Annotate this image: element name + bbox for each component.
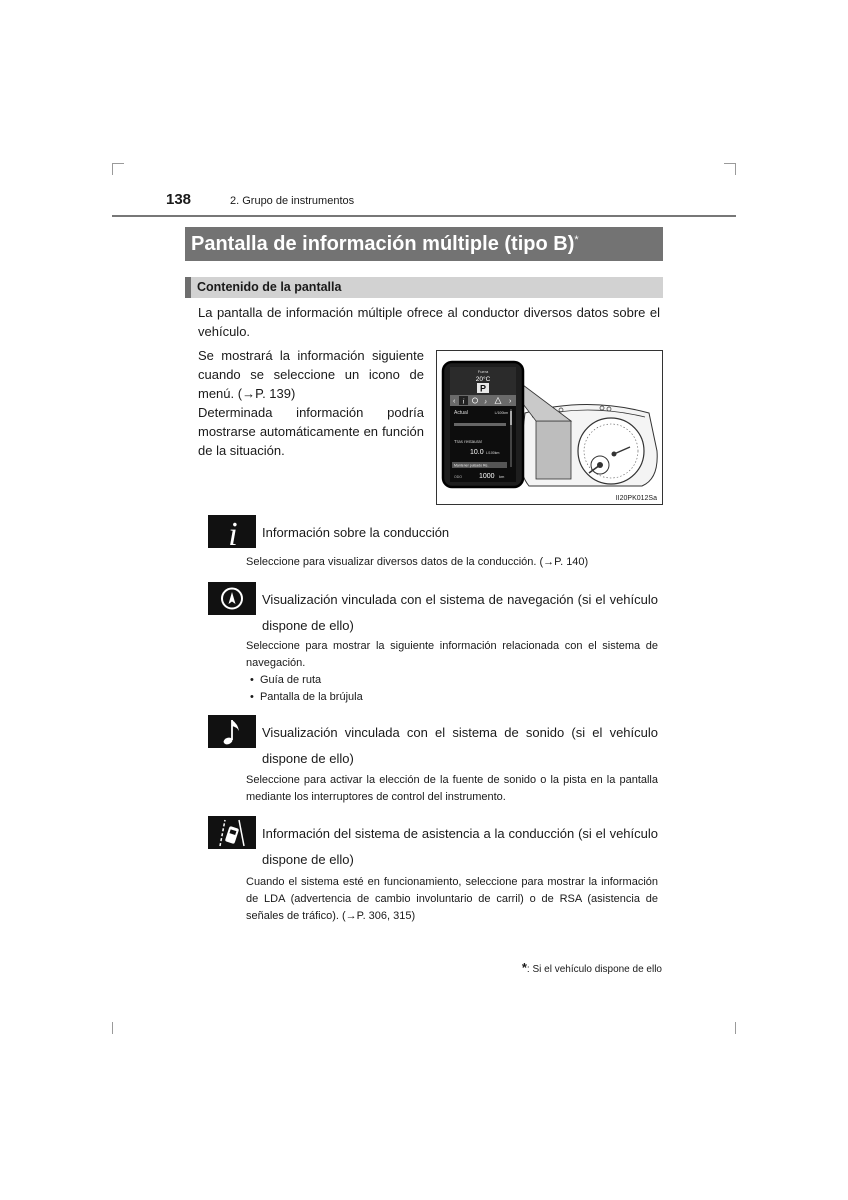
item-title: Información sobre la conducción	[262, 525, 450, 540]
screen-row1-unit: L/100km	[494, 411, 508, 415]
list-item: • Pantalla de la brújula	[250, 691, 363, 703]
crop-mark	[112, 163, 113, 175]
crop-mark	[735, 1022, 736, 1034]
item-description: Seleccione para activar la elección de la fuente de sonido o la pista en la pantalla mediante los interruptores de control del instrumento.	[246, 774, 658, 803]
list-item: • Guía de ruta	[250, 674, 322, 686]
intro-paragraph: La pantalla de información múltiple ofrece al conductor diversos datos sobre el vehículo.	[198, 305, 660, 339]
screen-audio-icon: ♪	[484, 398, 488, 406]
screen-button-label: Mantener pulsado Re.	[454, 463, 489, 468]
audio-note-icon	[208, 715, 256, 748]
footnote-text: : Si el vehículo dispone de ello	[526, 964, 662, 975]
screen-odo-value: 1000	[479, 473, 495, 480]
driving-assist-icon	[208, 816, 256, 849]
cluster-display	[536, 421, 571, 479]
item-title: Información del sistema de asistencia a la conducción (si el vehículo dispone de ello)	[262, 826, 658, 867]
svg-text:i: i	[462, 397, 465, 406]
screen-row2-unit: L/100km	[486, 451, 500, 455]
running-header: 2. Grupo de instrumentos	[230, 195, 355, 207]
speedometer-gauge	[578, 418, 644, 484]
screen-chevron-right-icon: ›	[509, 398, 512, 405]
navigation-icon	[208, 582, 256, 615]
item-description: Seleccione para visualizar diversos datos de la conducción. (→P. 140)	[246, 556, 589, 568]
screen-top-label: Fuera	[477, 369, 489, 374]
screen-row1-label: Actual	[454, 410, 468, 416]
crop-mark	[724, 163, 736, 164]
crop-mark	[112, 1022, 113, 1034]
screen-temperature: 20°C	[475, 376, 491, 383]
side-paragraph-line2: Determinada información podría mostrarse automáticamente en función de la situación.	[198, 405, 424, 458]
section-subtitle: Contenido de la pantalla	[185, 277, 663, 298]
screen-row2-value: 10.0	[470, 449, 484, 456]
screen-gear: P	[479, 383, 487, 394]
svg-text:i: i	[228, 516, 238, 548]
cluster-illustration	[437, 351, 662, 504]
item-description: Seleccione para mostrar la siguiente información relacionada con el sistema de navegación.	[246, 640, 658, 669]
screen-chevron-left-icon: ‹	[453, 398, 456, 405]
page-title-text: Pantalla de información múltiple (tipo B)	[191, 233, 575, 255]
screen-odo-label: ODO	[454, 475, 462, 479]
instrument-cluster-figure	[436, 350, 663, 505]
screen-odo-unit: km	[499, 474, 505, 479]
side-paragraph-line1: Se mostrará la información siguiente cuando se seleccione un icono de menú. (→P. 139)	[198, 348, 424, 401]
crop-mark	[112, 163, 124, 164]
item-description: Cuando el sistema esté en funcionamiento, seleccione para mostrar la información de LDA (advertencia de cambio involuntario de carril) o de RSA (asistencia de señales de tráfico). (→P. 306, 315)	[246, 876, 658, 922]
header-rule	[112, 215, 736, 217]
title-footnote-marker: *	[574, 234, 579, 246]
page-title	[185, 227, 663, 261]
figure-code: II20PK012Sa	[615, 495, 657, 502]
footnote	[522, 960, 662, 975]
crop-mark	[735, 163, 736, 175]
info-icon	[208, 515, 256, 548]
item-title: Visualización vinculada con el sistema de navegación (si el vehículo dispone de ello)	[262, 592, 658, 633]
item-title: Visualización vinculada con el sistema de sonido (si el vehículo dispone de ello)	[262, 725, 658, 766]
footnote-marker: *	[521, 960, 527, 975]
page-number: 138	[166, 191, 192, 208]
side-paragraph	[198, 346, 424, 460]
screen-row2-label: Tras restaurar	[454, 439, 483, 444]
